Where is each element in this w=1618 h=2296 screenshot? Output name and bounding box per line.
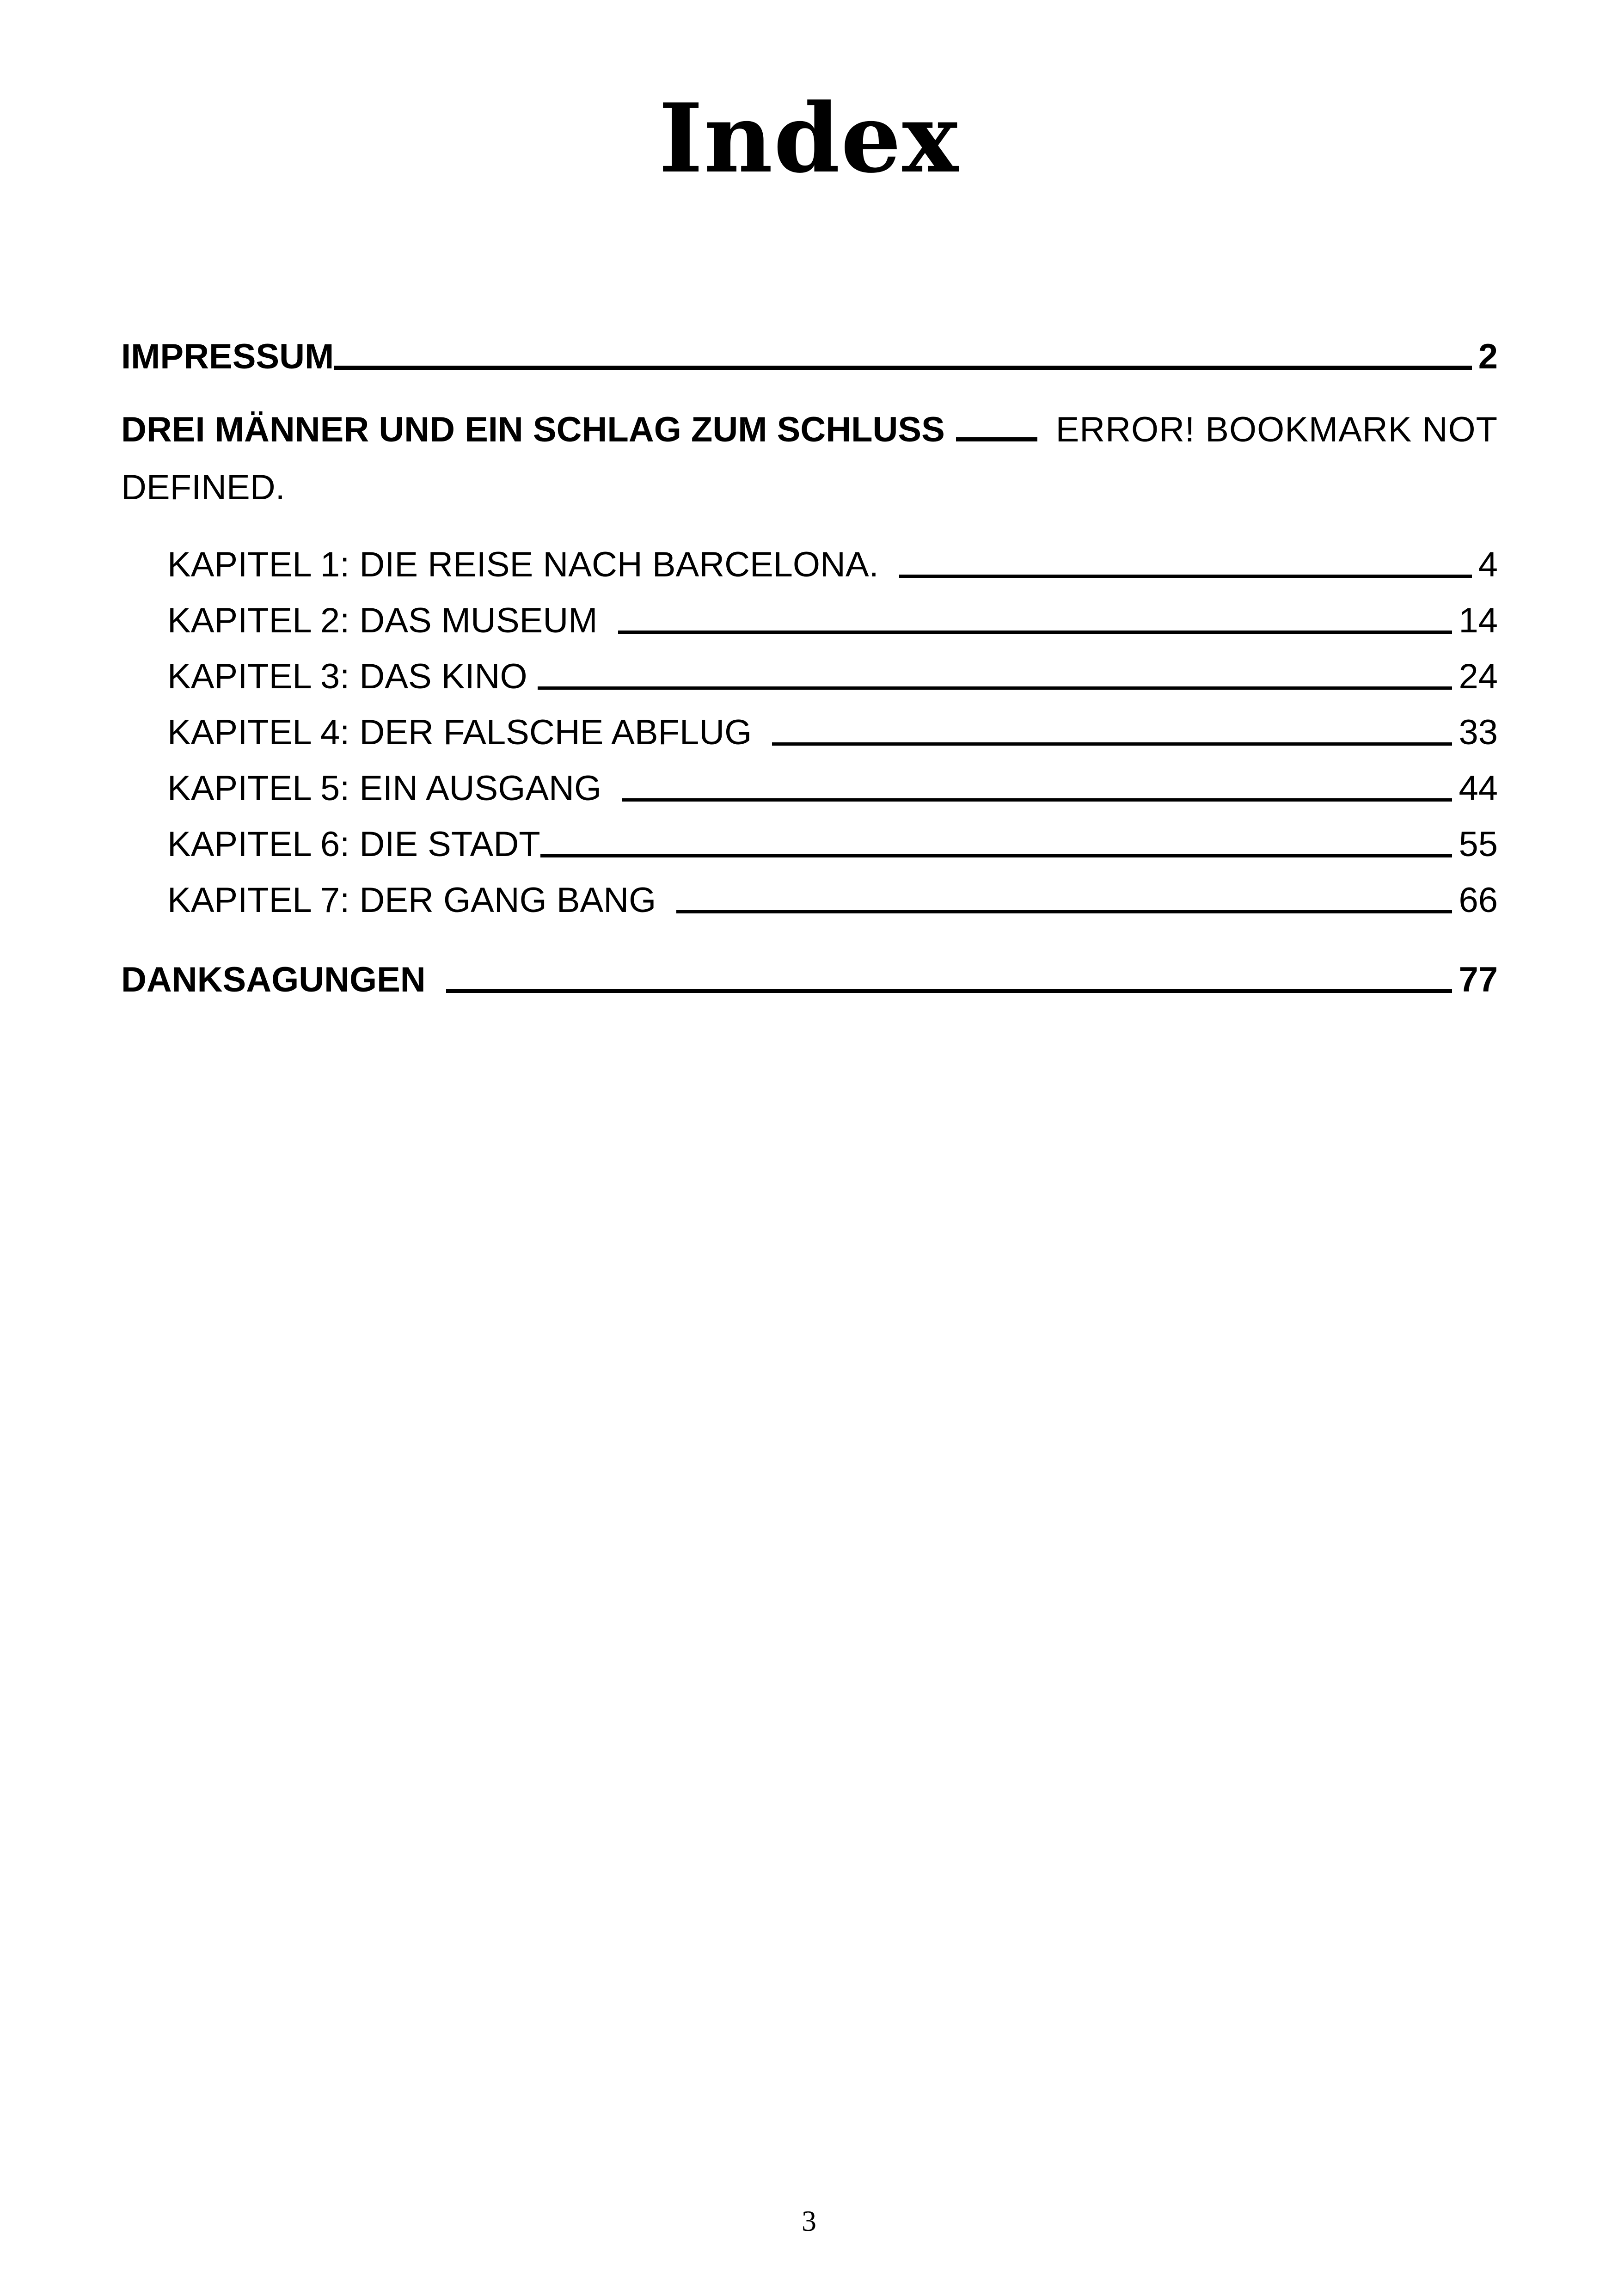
toc-entry-label: DANKSAGUNGEN (121, 960, 426, 999)
toc-leader-line (772, 742, 1452, 746)
toc-entry-page: 66 (1459, 881, 1498, 920)
toc-entry-kapitel-7[interactable] (167, 877, 1498, 924)
toc-entry-label: KAPITEL 4: DER FALSCHE ABFLUG (167, 713, 752, 752)
toc-leader-line (622, 798, 1452, 802)
toc-leader-line (618, 630, 1453, 634)
toc-entry-kapitel-4[interactable] (167, 710, 1498, 756)
toc-leader-line (956, 437, 1037, 441)
toc-entry-kapitel-5[interactable] (167, 765, 1498, 812)
bookmark-error-text: ERROR! BOOKMARK NOT (1055, 410, 1498, 449)
toc-entry-label: KAPITEL 6: DIE STADT (167, 825, 540, 864)
toc-entry-label: DREI MÄNNER UND EIN SCHLAG ZUM SCHLUSS (121, 410, 945, 449)
toc-entry-kapitel-6[interactable] (167, 821, 1498, 868)
toc-entry-label: KAPITEL 5: EIN AUSGANG (167, 769, 602, 808)
toc-entry-page: 55 (1459, 825, 1498, 864)
toc-entry-label: IMPRESSUM (121, 337, 334, 376)
toc-entry-page: 2 (1478, 337, 1498, 376)
page-number: 3 (802, 2204, 816, 2237)
toc-leader-line (334, 365, 1471, 370)
toc-entry-page: 14 (1459, 601, 1498, 640)
toc-entry-page: 24 (1459, 657, 1498, 696)
toc-entry-label: KAPITEL 1: DIE REISE NACH BARCELONA. (167, 545, 879, 584)
toc-leader-line (676, 910, 1452, 913)
toc-entry-label: KAPITEL 3: DAS KINO (167, 657, 527, 696)
toc-leader-line (538, 686, 1453, 690)
toc-entry-kapitel-3[interactable] (167, 654, 1498, 700)
toc-leader-line (446, 988, 1453, 993)
toc-entry-impressum[interactable] (121, 334, 1498, 380)
bookmark-error-continuation: DEFINED. (121, 468, 285, 507)
toc-leader-line (540, 854, 1453, 857)
toc-entry-page: 4 (1478, 545, 1498, 584)
toc-entry-danksagungen[interactable] (121, 957, 1498, 1003)
toc-entry-page: 33 (1459, 713, 1498, 752)
toc-entry-page: 44 (1459, 769, 1498, 808)
toc-entry-page: 77 (1459, 960, 1498, 999)
toc-entry-label: KAPITEL 2: DAS MUSEUM (167, 601, 598, 640)
toc-entry-drei-maenner[interactable] (121, 407, 1498, 453)
toc-entry-kapitel-2[interactable] (167, 598, 1498, 644)
page-title: Index (658, 83, 960, 194)
toc-entry-label: KAPITEL 7: DER GANG BANG (167, 881, 656, 920)
toc-entry-kapitel-1[interactable] (167, 542, 1498, 588)
toc-leader-line (899, 574, 1472, 578)
